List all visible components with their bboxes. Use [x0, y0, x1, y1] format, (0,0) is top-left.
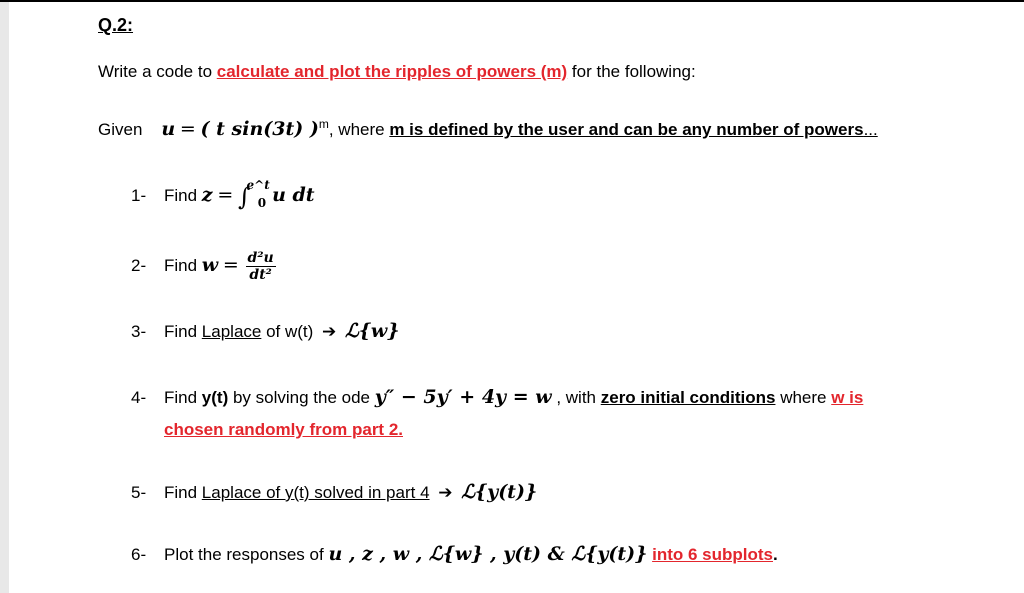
item-red: into 6 subplots [652, 545, 773, 564]
item-rest: by solving the ode [228, 388, 375, 407]
question-label: Q.2: [98, 15, 134, 35]
given-exponent: m [318, 117, 329, 131]
item-number: 3- [131, 322, 147, 341]
list-item-5 [131, 481, 537, 504]
item-bold-underline: zero initial conditions [600, 388, 776, 407]
given-where: , where [328, 120, 390, 139]
item-text: Find [164, 388, 202, 407]
given-lhs: u [161, 118, 176, 140]
item-text: Find [164, 186, 202, 205]
fraction-numerator: d²u [247, 250, 274, 266]
integral-sign: ∫ [237, 183, 251, 211]
integral-lower-limit: 0 [257, 196, 267, 210]
item-underline: Laplace of y(t) solved in part 4 [201, 483, 430, 502]
intro-suffix: for the following: [567, 62, 696, 81]
response-list: u , z , w , ℒ{w} , y(t) & ℒ{y(t)} [328, 543, 648, 565]
item-rest2: , with [551, 388, 601, 407]
given-label: Given [98, 120, 143, 139]
item-red-2: chosen randomly from part 2. [164, 420, 403, 439]
arrow-right-icon: ➔ [322, 322, 337, 342]
equals-sign: = [179, 118, 196, 140]
list-item-3 [131, 320, 400, 343]
item-text: Find [164, 322, 202, 341]
given-where-bold: m is defined by the user and can be any number of powers [389, 120, 864, 139]
list-item-2 [131, 250, 278, 283]
item-number: 6- [131, 545, 147, 564]
item-text: Plot the responses of [164, 545, 329, 564]
intro-highlight: calculate and plot the ripples of powers (m) [216, 62, 568, 81]
item-number: 5- [131, 483, 147, 502]
fraction-denominator: dt² [249, 267, 272, 283]
top-border [0, 0, 1024, 2]
item-underline: Laplace [201, 322, 262, 341]
item-number: 4- [131, 388, 147, 407]
integral-upper-limit: e^t [246, 178, 270, 192]
list-item-4-continued [164, 419, 403, 441]
arrow-right-icon: ➔ [438, 483, 453, 503]
item-red-1: w is [831, 388, 864, 407]
item-result: ℒ{w} [345, 320, 400, 342]
given-line [98, 113, 878, 141]
equals-sign: = [222, 253, 239, 276]
intro-prefix: Write a code to [98, 62, 217, 81]
item-result: ℒ{y(t)} [461, 481, 538, 503]
integrand: u dt [272, 184, 315, 206]
item-rest: of w(t) [261, 322, 314, 341]
item-text: Find [164, 255, 202, 275]
given-rhs: ( t sin(3t) ) [200, 118, 319, 140]
item-text: Find [164, 483, 202, 502]
item-var: z [201, 184, 213, 206]
given-ellipsis: ... [863, 120, 878, 139]
equals-sign: = [217, 184, 234, 206]
item-var: w [201, 253, 219, 276]
left-margin-bar [0, 0, 9, 593]
list-item-4 [131, 386, 863, 409]
item-number: 2- [131, 255, 147, 275]
intro-line [98, 61, 696, 83]
item-end: . [772, 545, 778, 564]
list-item-1 [131, 174, 315, 214]
item-number: 1- [131, 186, 147, 205]
list-item-6 [131, 543, 778, 566]
ode-equation: y″ − 5y′ + 4y = w [374, 386, 552, 408]
item-rest3: where [775, 388, 832, 407]
item-bold: y(t) [201, 388, 229, 407]
derivative-fraction [246, 250, 276, 283]
